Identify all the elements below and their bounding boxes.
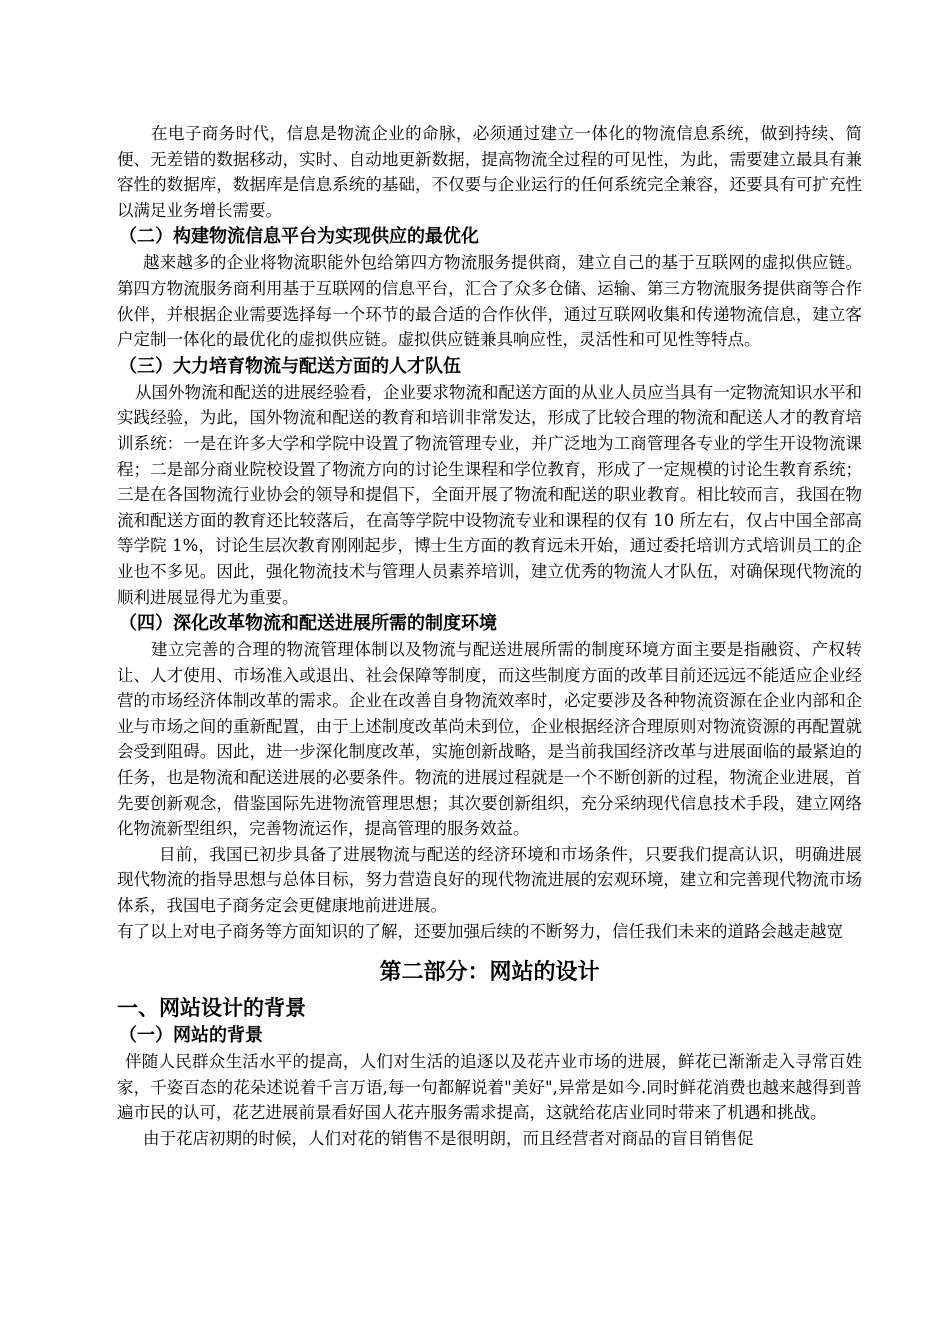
document-page (117, 121, 862, 1152)
paragraph-institutional-reform: 建立完善的合理的物流管理体制以及物流与配送进展所需的制度环境方面主要是指融资、产权转让、人才使用、市场准入或退出、社会保障等制度，而这些制度方面的改革目前还远远不能适应企业经营的市场经济体制改革的需求。企业在改善自身物流效率时，必定要涉及各种物流资源在企业内部和企业与市场之间的重新配置，由于上述制度改革尚未到位，企业根据经济合理原则对物流资源的再配置就会受到阻碍。因此，进一步深化制度改革，实施创新战略，是当前我国经济改革与进展面临的最紧迫的任务，也是物流和配送进展的必要条件。物流的进展过程就是一个不断创新的过程，物流企业进展，首先要创新观念，借鉴国际先进物流管理思想；其次要创新组织，充分采纳现代信息技术手段，建立网络化物流新型组织，完善物流运作，提高管理的服务效益。 (117, 640, 862, 839)
section-title: 一、网站设计的背景 (117, 996, 306, 1021)
subsection-title: （一）网站的背景 (119, 1025, 263, 1047)
part-title: 第二部分：网站的设计 (379, 960, 600, 986)
heading-institutional-environment: （四）深化改革物流和配送进展所需的制度环境 (119, 613, 497, 635)
heading-logistics-platform: （二）构建物流信息平台为实现供应的最优化 (119, 226, 479, 248)
paragraph-website-background: 伴随人民群众生活水平的提高，人们对生活的追逐以及花卉业市场的进展，鲜花已渐渐走入寻常百姓家，千姿百态的花朵述说着千言万语,每一句都解说着"美好",异常是如今.同时鲜花消费也越来越得到普遍市民的认可，花艺进展前景看好国人花卉服务需求提高，这就给花店业同时带来了机遇和挑战。 (117, 1052, 862, 1123)
heading-talent-team: （三）大力培育物流与配送方面的人才队伍 (119, 355, 461, 377)
paragraph-flower-shop-early: 由于花店初期的时候，人们对花的销售不是很明朗，而且经营者对商品的盲目销售促 (143, 1129, 754, 1148)
paragraph-current-conditions: 目前，我国已初步具备了进展物流与配送的经济环境和市场条件，只要我们提高认识，明确进展现代物流的指导思想与总体目标，努力营造良好的现代物流进展的宏观环境，建立和完善现代物流市场体系，我国电子商务定会更健康地前进进展。 (117, 844, 862, 916)
paragraph-information-system: 在电子商务时代，信息是物流企业的命脉，必须通过建立一体化的物流信息系统，做到持续、简便、无差错的数据移动，实时、自动地更新数据，提高物流全过程的可见性，为此，需要建立最具有兼容性的数据库，数据库是信息系统的基础，不仅要与企业运行的任何系统完全兼容，还要具有可扩充性以满足业务增长需要。 (117, 124, 862, 220)
paragraph-conclusion: 有了以上对电子商务等方面知识的了解，还要加强后续的不断努力，信任我们未来的道路会越走越宽 (117, 921, 843, 941)
paragraph-talent-education: 从国外物流和配送的进展经验看，企业要求物流和配送方面的从业人员应当具有一定物流知识水平和实践经验，为此，国外物流和配送的教育和培训非常发达，形成了比较合理的物流和配送人才的教育培训系统：一是在许多大学和学院中设置了物流管理专业，并广泛地为工商管理各专业的学生开设物流课程；二是部分商业院校设置了物流方向的讨论生课程和学位教育，形成了一定规模的讨论生教育系统；三是在各国物流行业协会的领导和提倡下，全面开展了物流和配送的职业教育。相比较而言，我国在物流和配送方面的教育还比较落后，在高等学院中设物流专业和课程的仅有 10 所左右，仅占中国全部高等学院 1%，讨论生层次教育刚刚起步，博士生方面的教育远未开始，通过委托培训方式培训员工的企业也不多见。因此，强化物流技术与管理人员素养培训，建立优秀的物流人才队伍，对确保现代物流的顺利进展显得尤为重要。 (117, 382, 862, 607)
paragraph-virtual-supply-chain: 越来越多的企业将物流职能外包给第四方物流服务提供商，建立自己的基于互联网的虚拟供应链。第四方物流服务商利用基于互联网的信息平台，汇合了众多仓储、运输、第三方物流服务提供商等合作伙伴，并根据企业需要选择每一个环节的最合适的合作伙伴，通过互联网收集和传递物流信息，建立客户定制一体化的最优化的虚拟供应链。虚拟供应链兼具响应性，灵活性和可见性等特点。 (117, 253, 862, 350)
